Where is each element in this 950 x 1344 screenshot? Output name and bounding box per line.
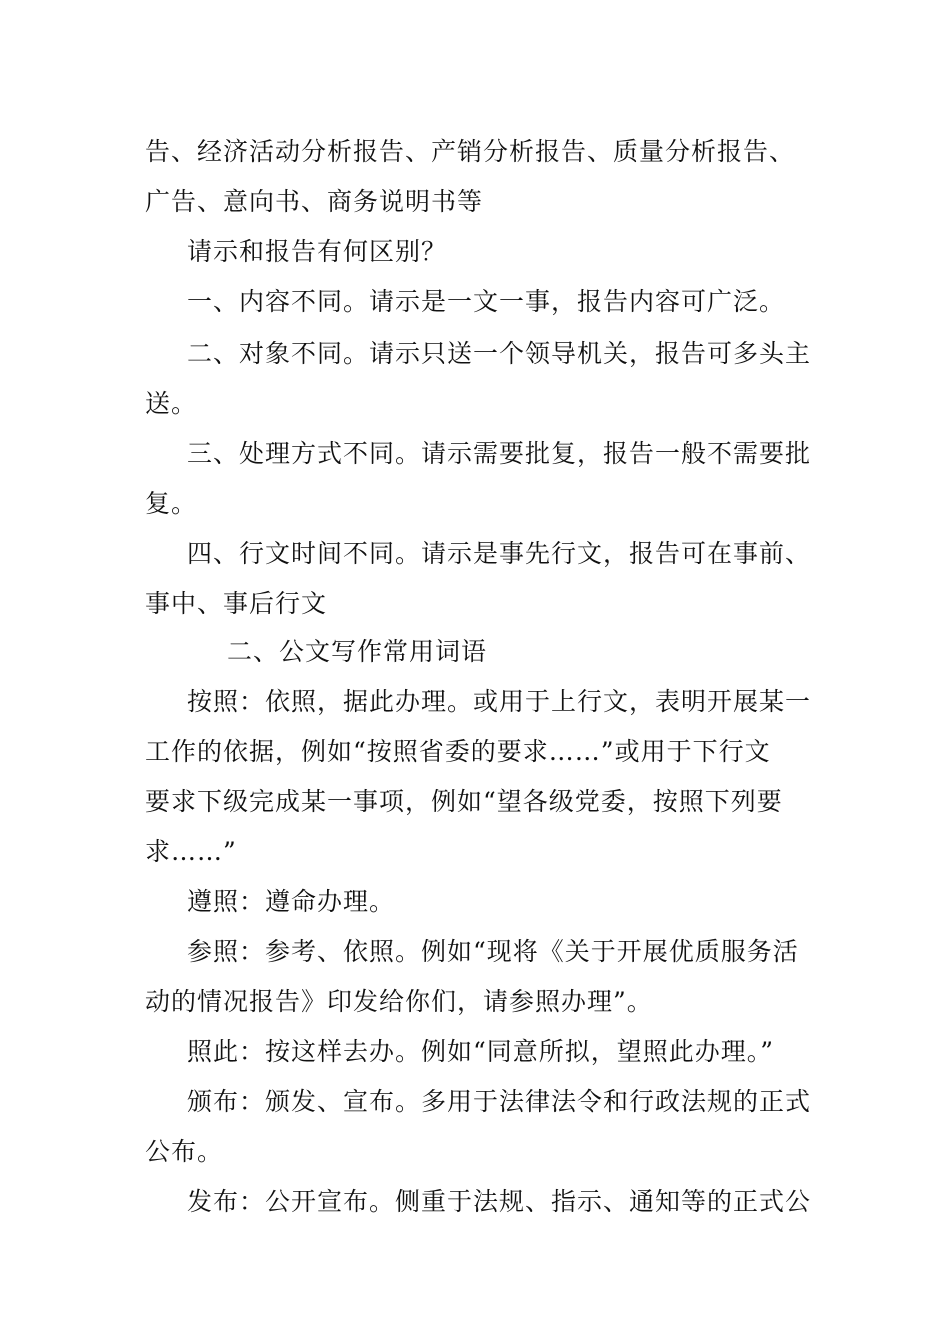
text-line: 发布：公开宣布。侧重于法规、指示、通知等的正式公 [187, 1187, 812, 1216]
question-heading: 请示和报告有何区别？ [187, 237, 448, 266]
text-line: 四、行文时间不同。请示是事先行文，报告可在事前、 [187, 539, 812, 568]
text-line: 一、内容不同。请示是一文一事，报告内容可广泛。 [187, 287, 786, 316]
text-line: 工作的依据，例如“按照省委的要求……”或用于下行文 [145, 737, 771, 766]
text-line: 颁布：颁发、宣布。多用于法律法令和行政法规的正式 [187, 1087, 812, 1116]
text-line: 送。 [145, 389, 198, 418]
text-line: 公布。 [145, 1137, 224, 1166]
text-line: 复。 [145, 489, 198, 518]
section-heading: 二、公文写作常用词语 [227, 637, 488, 666]
text-line: 三、处理方式不同。请示需要批复，报告一般不需要批 [187, 439, 812, 468]
text-line: 要求下级完成某一事项，例如“望各级党委，按照下列要 [145, 787, 783, 816]
text-line: 广告、意向书、商务说明书等 [145, 187, 484, 216]
text-line: 告、经济活动分析报告、产销分析报告、质量分析报告、 [145, 137, 796, 166]
text-line: 动的情况报告》印发给你们，请参照办理”。 [145, 987, 653, 1016]
text-line: 照此：按这样去办。例如“同意所拟，望照此办理。” [187, 1037, 775, 1066]
text-line: 二、对象不同。请示只送一个领导机关，报告可多头主 [187, 339, 812, 368]
text-line: 事中、事后行文 [145, 589, 328, 618]
text-line: 求……” [145, 837, 237, 866]
text-line: 遵照：遵命办理。 [187, 887, 396, 916]
text-line: 按照：依照，据此办理。或用于上行文，表明开展某一 [187, 687, 812, 716]
text-line: 参照：参考、依照。例如“现将《关于开展优质服务活 [187, 937, 799, 966]
